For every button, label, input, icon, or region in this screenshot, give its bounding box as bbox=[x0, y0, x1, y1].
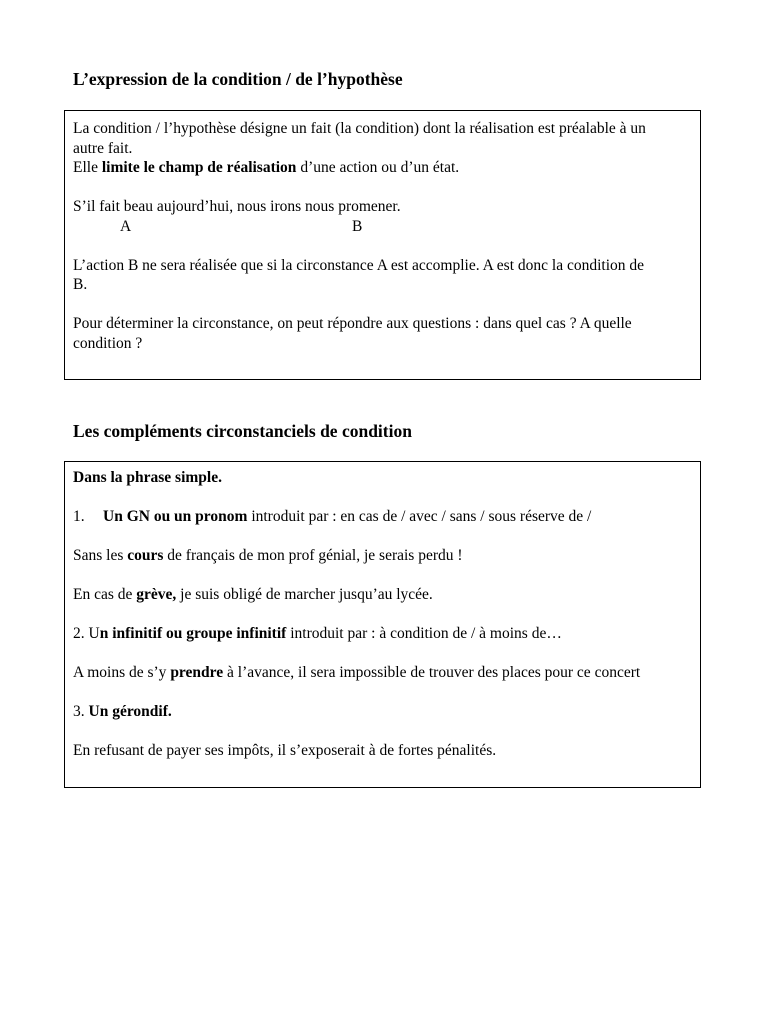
item-2-bold: n infinitif ou groupe infinitif bbox=[99, 625, 287, 642]
item-3-number: 3. bbox=[73, 703, 89, 720]
definition-text bbox=[73, 119, 692, 178]
example-3-start: A moins de s’y bbox=[73, 664, 171, 681]
example-1 bbox=[73, 546, 692, 566]
example-4: En refusant de payer ses impôts, il s’exposerait à de fortes pénalités. bbox=[73, 742, 497, 759]
example-1-start: Sans les bbox=[73, 547, 128, 564]
item-2 bbox=[73, 624, 692, 644]
example-3 bbox=[73, 663, 692, 683]
example-2-end: je suis obligé de marcher jusqu’au lycée. bbox=[176, 586, 433, 603]
item-1-bold: Un GN ou un pronom bbox=[103, 508, 248, 525]
complements-box bbox=[64, 461, 701, 788]
definition-bold: limite le champ de réalisation bbox=[101, 159, 297, 176]
item-3-bold: Un gérondif. bbox=[88, 703, 172, 720]
item-1-number: 1. bbox=[73, 508, 85, 525]
questions-text: Pour déterminer la circonstance, on peut répondre aux questions : dans quel cas ? A quelle condition ? bbox=[73, 315, 632, 352]
example-2-bold: grève, bbox=[136, 586, 177, 603]
definition-line-start: Elle bbox=[73, 159, 102, 176]
example-labels bbox=[73, 217, 692, 237]
item-1 bbox=[73, 507, 692, 527]
heading-line bbox=[73, 468, 692, 488]
example-2-start: En cas de bbox=[73, 586, 137, 603]
example-3-end: à l’avance, il sera impossible de trouver des places pour ce concert bbox=[223, 664, 641, 681]
example-3-bold: prendre bbox=[170, 664, 224, 681]
simple-sentence-heading: Dans la phrase simple. bbox=[73, 469, 222, 486]
label-a: A bbox=[120, 217, 132, 235]
item-3 bbox=[73, 702, 692, 722]
definition-line: La condition / l’hypothèse désigne un fait (la condition) dont la réalisation est préalable à un autre fait. bbox=[73, 120, 646, 157]
item-2-number: 2. U bbox=[73, 625, 100, 642]
label-b: B bbox=[352, 217, 363, 235]
definition-box bbox=[64, 110, 701, 380]
section-title-condition: L’expression de la condition / de l’hypothèse bbox=[73, 69, 403, 89]
example-2 bbox=[73, 585, 692, 605]
definition-line-end: d’une action ou d’un état. bbox=[296, 159, 460, 176]
explanation-text: L’action B ne sera réalisée que si la circonstance A est accomplie. A est donc la condition de B. bbox=[73, 256, 645, 293]
example-1-end: de français de mon prof génial, je serais perdu ! bbox=[163, 547, 463, 564]
example-1-bold: cours bbox=[127, 547, 164, 564]
example-sentence: S’il fait beau aujourd’hui, nous irons nous promener. bbox=[73, 198, 401, 215]
item-1-text: introduit par : en cas de / avec / sans / sous réserve de / bbox=[247, 508, 592, 525]
section-title-complements: Les compléments circonstanciels de condition bbox=[73, 421, 412, 441]
item-2-text: introduit par : à condition de / à moins de… bbox=[286, 625, 562, 642]
